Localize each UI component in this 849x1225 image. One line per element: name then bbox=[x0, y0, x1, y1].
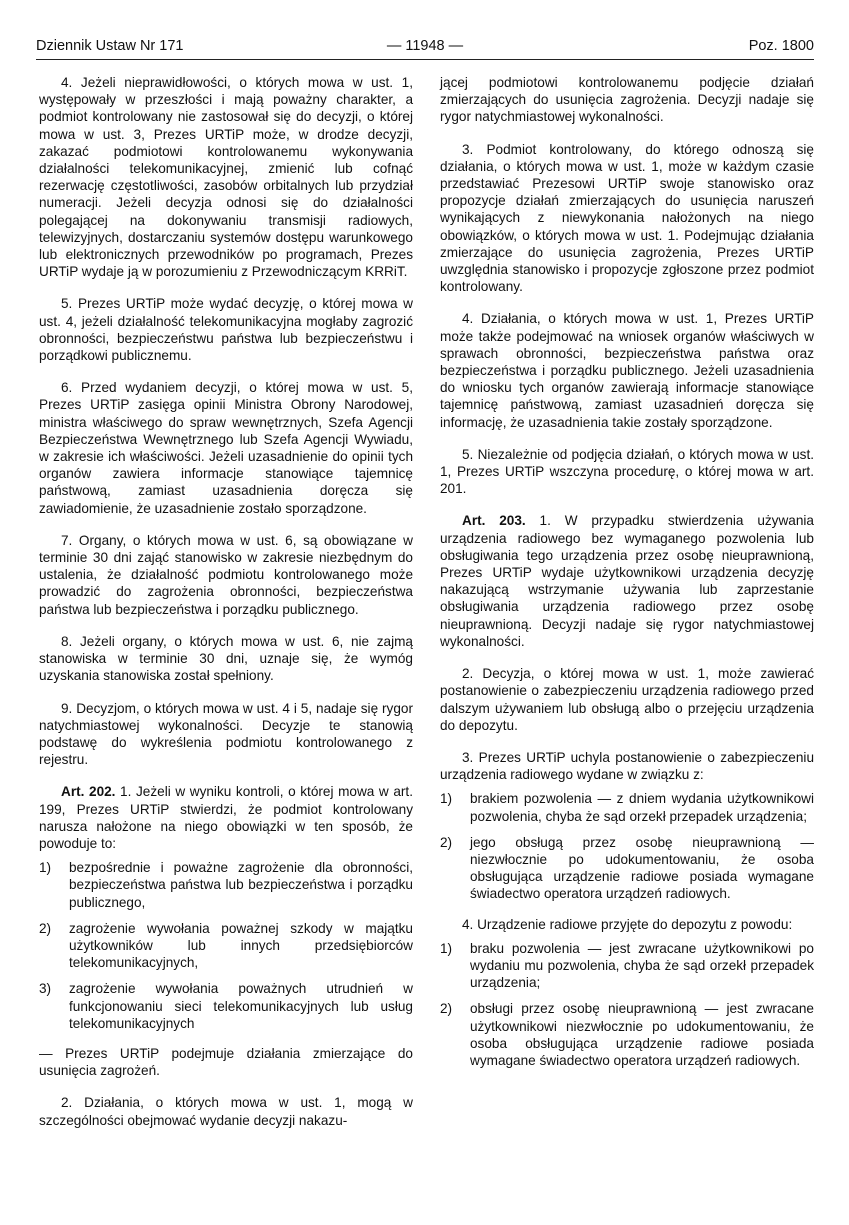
header-rule bbox=[36, 59, 814, 60]
list-item bbox=[440, 790, 814, 824]
list-item bbox=[39, 920, 413, 972]
paragraph-continuation: jącej podmiotowi kontrolowanemu podjęcie działań zmierzających do usunięcia zagrożenia. Decyzji nadaje się rygor natychmiastowej wykonalności. bbox=[440, 75, 814, 125]
paragraph-ust-6: 6. Przed wydaniem decyzji, o której mowa w ust. 5, Prezes URTiP zasięga opinii Ministra Obrony Narodowej, ministra właściwego do spraw wewnętrznych, Szefa Agencji Bezpieczeństwa Wewnętrznego lub Szefa Agencji Wywiadu, w zakresie ich właściwości. Jeżeli uzasadnienie do opinii tych organów zawiera informacje stanowiące tajemnicę państwową, zamiast uzasadnienia doręcza się zawiadomienie, że uzasadnienie zostało sporządzone. bbox=[39, 380, 413, 516]
list-item-text: bezpośrednie i poważne zagrożenie dla obronności, bezpieczeństwa państwa lub bezpieczeństwa i porządku publicznego, bbox=[69, 860, 413, 910]
list-item bbox=[440, 1000, 814, 1069]
paragraph-art-202-ust-5: 5. Niezależnie od podjęcia działań, o których mowa w ust. 1, Prezes URTiP wszczyna procedurę, o której mowa w art. 201. bbox=[440, 446, 814, 497]
article-202-list bbox=[39, 859, 413, 1032]
list-item-number: 1) bbox=[440, 791, 453, 807]
position-number: Poz. 1800 bbox=[748, 38, 814, 54]
paragraph-art-203-ust-2: 2. Decyzja, o której mowa w ust. 1, może zawierać postanowienie o zabezpieczeniu urządzenia radiowego przed dalszym używaniem lub obsługą albo o przejęciu urządzenia do depozytu. bbox=[440, 666, 814, 733]
article-203-text: 1. W przypadku stwierdzenia używania urządzenia radiowego bez wymaganego pozwolenia lub obsługiwania tego urządzenia przez osobę nieuprawnioną, Prezes URTiP wydaje użytkownikowi urządzenia decyzję nakazującą wstrzymanie używania lub zaprzestanie obsługiwania urządzenia radiowego przez osobę nieuprawnioną. Decyzji nadaje się rygor natychmiastowej wykonalności. bbox=[440, 513, 814, 649]
article-203-ust-3-list bbox=[440, 790, 814, 902]
article-202-text: 1. Jeżeli w wyniku kontroli, o której mowa w art. 199, Prezes URTiP stwierdzi, że podmiot kontrolowany narusza nałożone na niego obowiązki w ten sposób, że powoduje to: bbox=[39, 784, 413, 851]
paragraph-art-203-ust-4: 4. Urządzenie radiowe przyjęte do depozytu z powodu: bbox=[462, 916, 793, 932]
paragraph-art-203-ust-3: 3. Prezes URTiP uchyla postanowienie o zabezpieczeniu urządzenia radiowego wydane w związku z: bbox=[440, 749, 814, 783]
list-item-text: zagrożenie wywołania poważnej szkody w majątku użytkowników lub innych przedsiębiorców telekomunikacyjnych, bbox=[69, 920, 413, 971]
journal-title: Dziennik Ustaw Nr 171 bbox=[36, 38, 184, 54]
paragraph-ust-7: 7. Organy, o których mowa w ust. 6, są obowiązane w terminie 30 dni zająć stanowisko w zakresie niezbędnym do ustalenia, że działalność podmiotu kontrolowanego może prowadzić do zagrożenia obronności, bezpieczeństwa państwa lub bezpieczeństwa i porządku publicznego. bbox=[39, 532, 413, 617]
list-item bbox=[39, 980, 413, 1032]
paragraph-art-202-ust-2: 2. Działania, o których mowa w ust. 1, mogą w szczególności obejmować wydanie decyzji nakazu- bbox=[39, 1095, 413, 1128]
list-item-number: 1) bbox=[440, 940, 453, 956]
article-202-conclusion: — Prezes URTiP podejmuje działania zmierzające do usunięcia zagrożeń. bbox=[39, 1045, 413, 1079]
paragraph-ust-9: 9. Decyzjom, o których mowa w ust. 4 i 5, nadaje się rygor natychmiastowej wykonalności. Decyzje te stanowią podstawę do wykreślenia podmiotu kontrolowanego z rejestru. bbox=[39, 700, 413, 768]
list-item-number: 2) bbox=[440, 834, 453, 850]
list-item-text: braku pozwolenia — jest zwracane użytkownikowi po wydaniu mu pozwolenia, chyba że sąd orzekł przepadek urządzenia; bbox=[470, 940, 814, 991]
article-203-ust-4-list bbox=[440, 940, 814, 1069]
list-item-text: obsługi przez osobę nieuprawnioną — jest zwracane użytkownikowi niezwłocznie po udokumentowaniu, że osoba obsługująca urządzenie radiowe posiada wymagane świadectwo operatora urządzeń radiowych. bbox=[470, 1001, 814, 1068]
list-item-number: 1) bbox=[39, 860, 52, 876]
paragraph-ust-8: 8. Jeżeli organy, o których mowa w ust. 6, nie zajmą stanowiska w terminie 30 dni, uznaje się, że wymóg uzyskania stanowiska został spełniony. bbox=[39, 633, 413, 684]
list-item-text: brakiem pozwolenia — z dniem wydania użytkownikowi pozwolenia, chyba że sąd orzekł przepadek urządzenia; bbox=[470, 791, 814, 824]
right-column bbox=[440, 74, 814, 1082]
list-item bbox=[39, 859, 413, 911]
article-203-label: Art. 203. bbox=[462, 513, 526, 529]
article-202-label: Art. 202. bbox=[61, 784, 116, 800]
list-item-text: zagrożenie wywołania poważnych utrudnień w funkcjonowaniu sieci telekomunikacyjnych lub usług telekomunikacyjnych bbox=[69, 981, 413, 1031]
article-203-intro bbox=[440, 512, 814, 650]
list-item-number: 2) bbox=[39, 920, 52, 936]
paragraph-art-202-ust-4: 4. Działania, o których mowa w ust. 1, Prezes URTiP może także podejmować na wniosek organów właściwych w sprawach obronności, bezpieczeństwa państwa oraz bezpieczeństwa i porządku publicznego. Jeżeli uzasadnienia do wniosku tych organów zawierają informacje stanowiące tajemnicę państwową, zamiast uzasadnień doręcza się informację, że uzasadnienia takie zostały sporządzone. bbox=[440, 311, 814, 430]
paragraph-ust-4: 4. Jeżeli nieprawidłowości, o których mowa w ust. 1, występowały w przeszłości i mają poważny charakter, a podmiot kontrolowany nie zastosował się do decyzji, o której mowa w ust. 3, Prezes URTiP może, w drodze decyzji, zakazać podmiotowi kontrolowanemu wykonywania działalności telekomunikacyjnej, zmienić lub cofnąć rezerwację częstotliwości, zasobów orbitalnych lub przydział numeracji. Jeżeli decyzja odnosi się do działalności polegającej na dokonywaniu transmisji radiowych, telewizyjnych, dostarczaniu systemów dostępu warunkowego lub elektronicznych przewodników po programach, Prezes URTiP wydaje ją w porozumieniu z Przewodniczącym KRRiT. bbox=[39, 75, 413, 280]
page-number: — 11948 — bbox=[386, 38, 464, 54]
page-header bbox=[36, 36, 814, 56]
list-item-number: 2) bbox=[440, 1001, 453, 1017]
list-item bbox=[440, 940, 814, 992]
paragraph-art-202-ust-3: 3. Podmiot kontrolowany, do którego odnoszą się działania, o których mowa w ust. 1, może w każdym czasie przedstawiać Prezesowi URTiP swoje stanowisko oraz propozycje działań zmierzających do usunięcia naruszeń wynikających z niewykonania nałożonych na niego obowiązków, o których mowa w ust. 1. Podejmując działania zmierzające do usunięcia zagrożenia, Prezes URTiP uwzględnia stanowisko i propozycje zgłoszone przez podmiot kontrolowany. bbox=[440, 141, 814, 295]
list-item-text: jego obsługą przez osobę nieuprawnioną — niezwłocznie po udokumentowaniu, że osoba obsługująca urządzenie radiowe posiada wymagane świadectwo operatora urządzeń radiowych. bbox=[470, 834, 814, 902]
left-column bbox=[39, 74, 413, 1144]
list-item-number: 3) bbox=[39, 981, 52, 997]
article-202-intro bbox=[39, 783, 413, 852]
paragraph-ust-5: 5. Prezes URTiP może wydać decyzję, o której mowa w ust. 4, jeżeli działalność telekomunikacyjna mogłaby zagrozić obronności, bezpieczeństwu państwa lub bezpieczeństwu i porządkowi publicznemu. bbox=[39, 296, 413, 364]
list-item bbox=[440, 834, 814, 903]
